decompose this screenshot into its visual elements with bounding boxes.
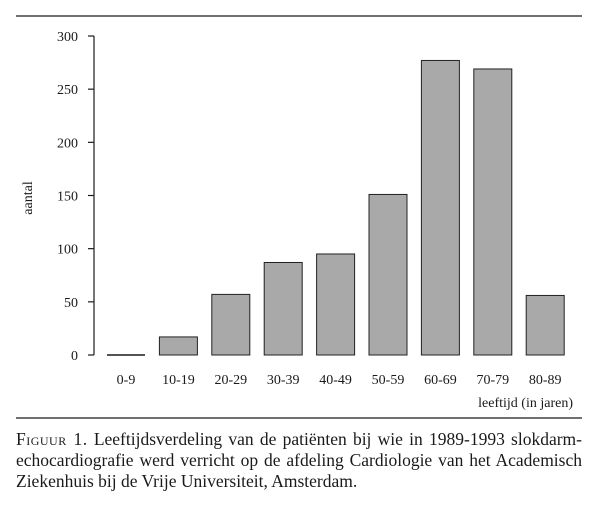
y-tick-label: 250 — [57, 83, 78, 99]
y-tick-label: 200 — [57, 136, 78, 152]
x-tick-label: 0-9 — [116, 373, 136, 388]
bar — [526, 295, 564, 355]
x-tick-label: 10-19 — [162, 373, 195, 388]
bars — [107, 60, 564, 355]
bar — [317, 254, 355, 355]
bar — [369, 194, 407, 355]
caption-text: Leeftijdsverdeling van de patiënten bij wie in 1989-1993 slokdarm-echocardiografie werd verricht op de afdeling Cardiologie van het Academisch Ziekenhuis bij de Vrije Universiteit, Amsterdam. — [16, 429, 582, 491]
x-tick-label: 30-39 — [266, 373, 300, 388]
x-tick-label: 60-69 — [424, 373, 457, 388]
x-axis-label: leeftijd (in jaren) — [478, 396, 573, 411]
y-tick-label: 150 — [57, 189, 78, 205]
x-tick-labels — [117, 373, 562, 388]
x-tick-label: 80-89 — [528, 373, 562, 388]
y-axis-label: aantal — [21, 181, 36, 215]
y-tick-label: 300 — [57, 30, 78, 45]
bar — [159, 337, 197, 355]
x-tick-label: 50-59 — [371, 373, 405, 388]
y-tick-label: 0 — [71, 349, 78, 364]
bar — [264, 262, 302, 355]
bar — [474, 69, 512, 355]
x-tick-label: 70-79 — [476, 373, 510, 388]
bar — [421, 60, 459, 355]
bar — [212, 294, 250, 355]
x-tick-label: 40-49 — [319, 373, 352, 388]
x-tick-label: 20-29 — [214, 373, 248, 388]
caption-label: Figuur 1. — [16, 429, 88, 449]
y-tick-label: 100 — [57, 242, 78, 258]
y-axis — [57, 30, 94, 364]
figure-caption — [16, 429, 582, 492]
y-tick-label: 50 — [64, 295, 78, 311]
